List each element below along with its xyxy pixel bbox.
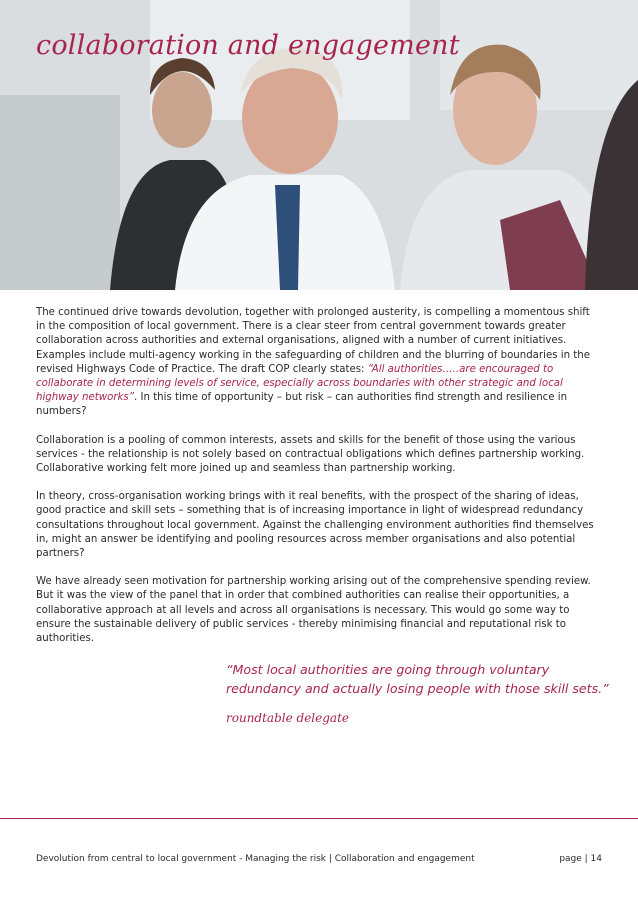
footer-divider (0, 818, 638, 819)
body-text (36, 306, 602, 660)
paragraph: In theory, cross-organisation working brings with it real benefits, with the prospect of the sharing of ideas, good practice and skill sets – something that is of increasing importance in light of widespread redundancy consultations throughout local government. Against the challenging environment authorities find themselves in, might an answer be identifying and pooling resources across member organisations and also potential partners? (36, 491, 594, 560)
quote-attribution: roundtable delegate (226, 711, 349, 725)
paragraph: Collaboration is a pooling of common interests, assets and skills for the benefit of those using the various services - the relationship is not solely based on contractual obligations which defines partnership working. Collaborative working felt more joined up and seamless than partnership working. (36, 434, 585, 475)
paragraph-text: . In this time of opportunity – but risk – can authorities find strength and resilience in numbers? (36, 392, 568, 418)
hero-photo (0, 0, 638, 290)
cop-quote: “All authorities…..are encouraged to collaborate in determining levels of service, especially across boundaries with other strategic and local highway networks” (36, 363, 563, 404)
page-title: collaboration and engagement (36, 30, 460, 61)
paragraph-text: The continued drive towards devolution, together with prolonged austerity, is compelling a momentous shift in the composition of local government. There is a clear steer from central government towards greater collaboration across authorities and external organisations, aligned with a number of current initiatives. Examples include multi-agency working in the safeguarding of children and the blurring of boundaries in the revised Highways Code of Practice. The draft COP clearly states: (36, 307, 591, 375)
page-number: page | 14 (559, 854, 602, 864)
pull-quote: “Most local authorities are going through voluntary redundancy and actually losing people with those skill sets.” (226, 662, 609, 696)
footer-document-title: Devolution from central to local government - Managing the risk | Collaboration and engagement (36, 854, 475, 864)
paragraph (36, 306, 602, 420)
paragraph: We have already seen motivation for partnership working arising out of the comprehensive spending review. But it was the view of the panel that in order that combined authorities can realise their opportunities, a collaborative approach at all levels and across all organisations is necessary. This would go some way to ensure the sustainable delivery of public services - thereby minimising financial and reputational risk to authorities. (36, 576, 591, 645)
